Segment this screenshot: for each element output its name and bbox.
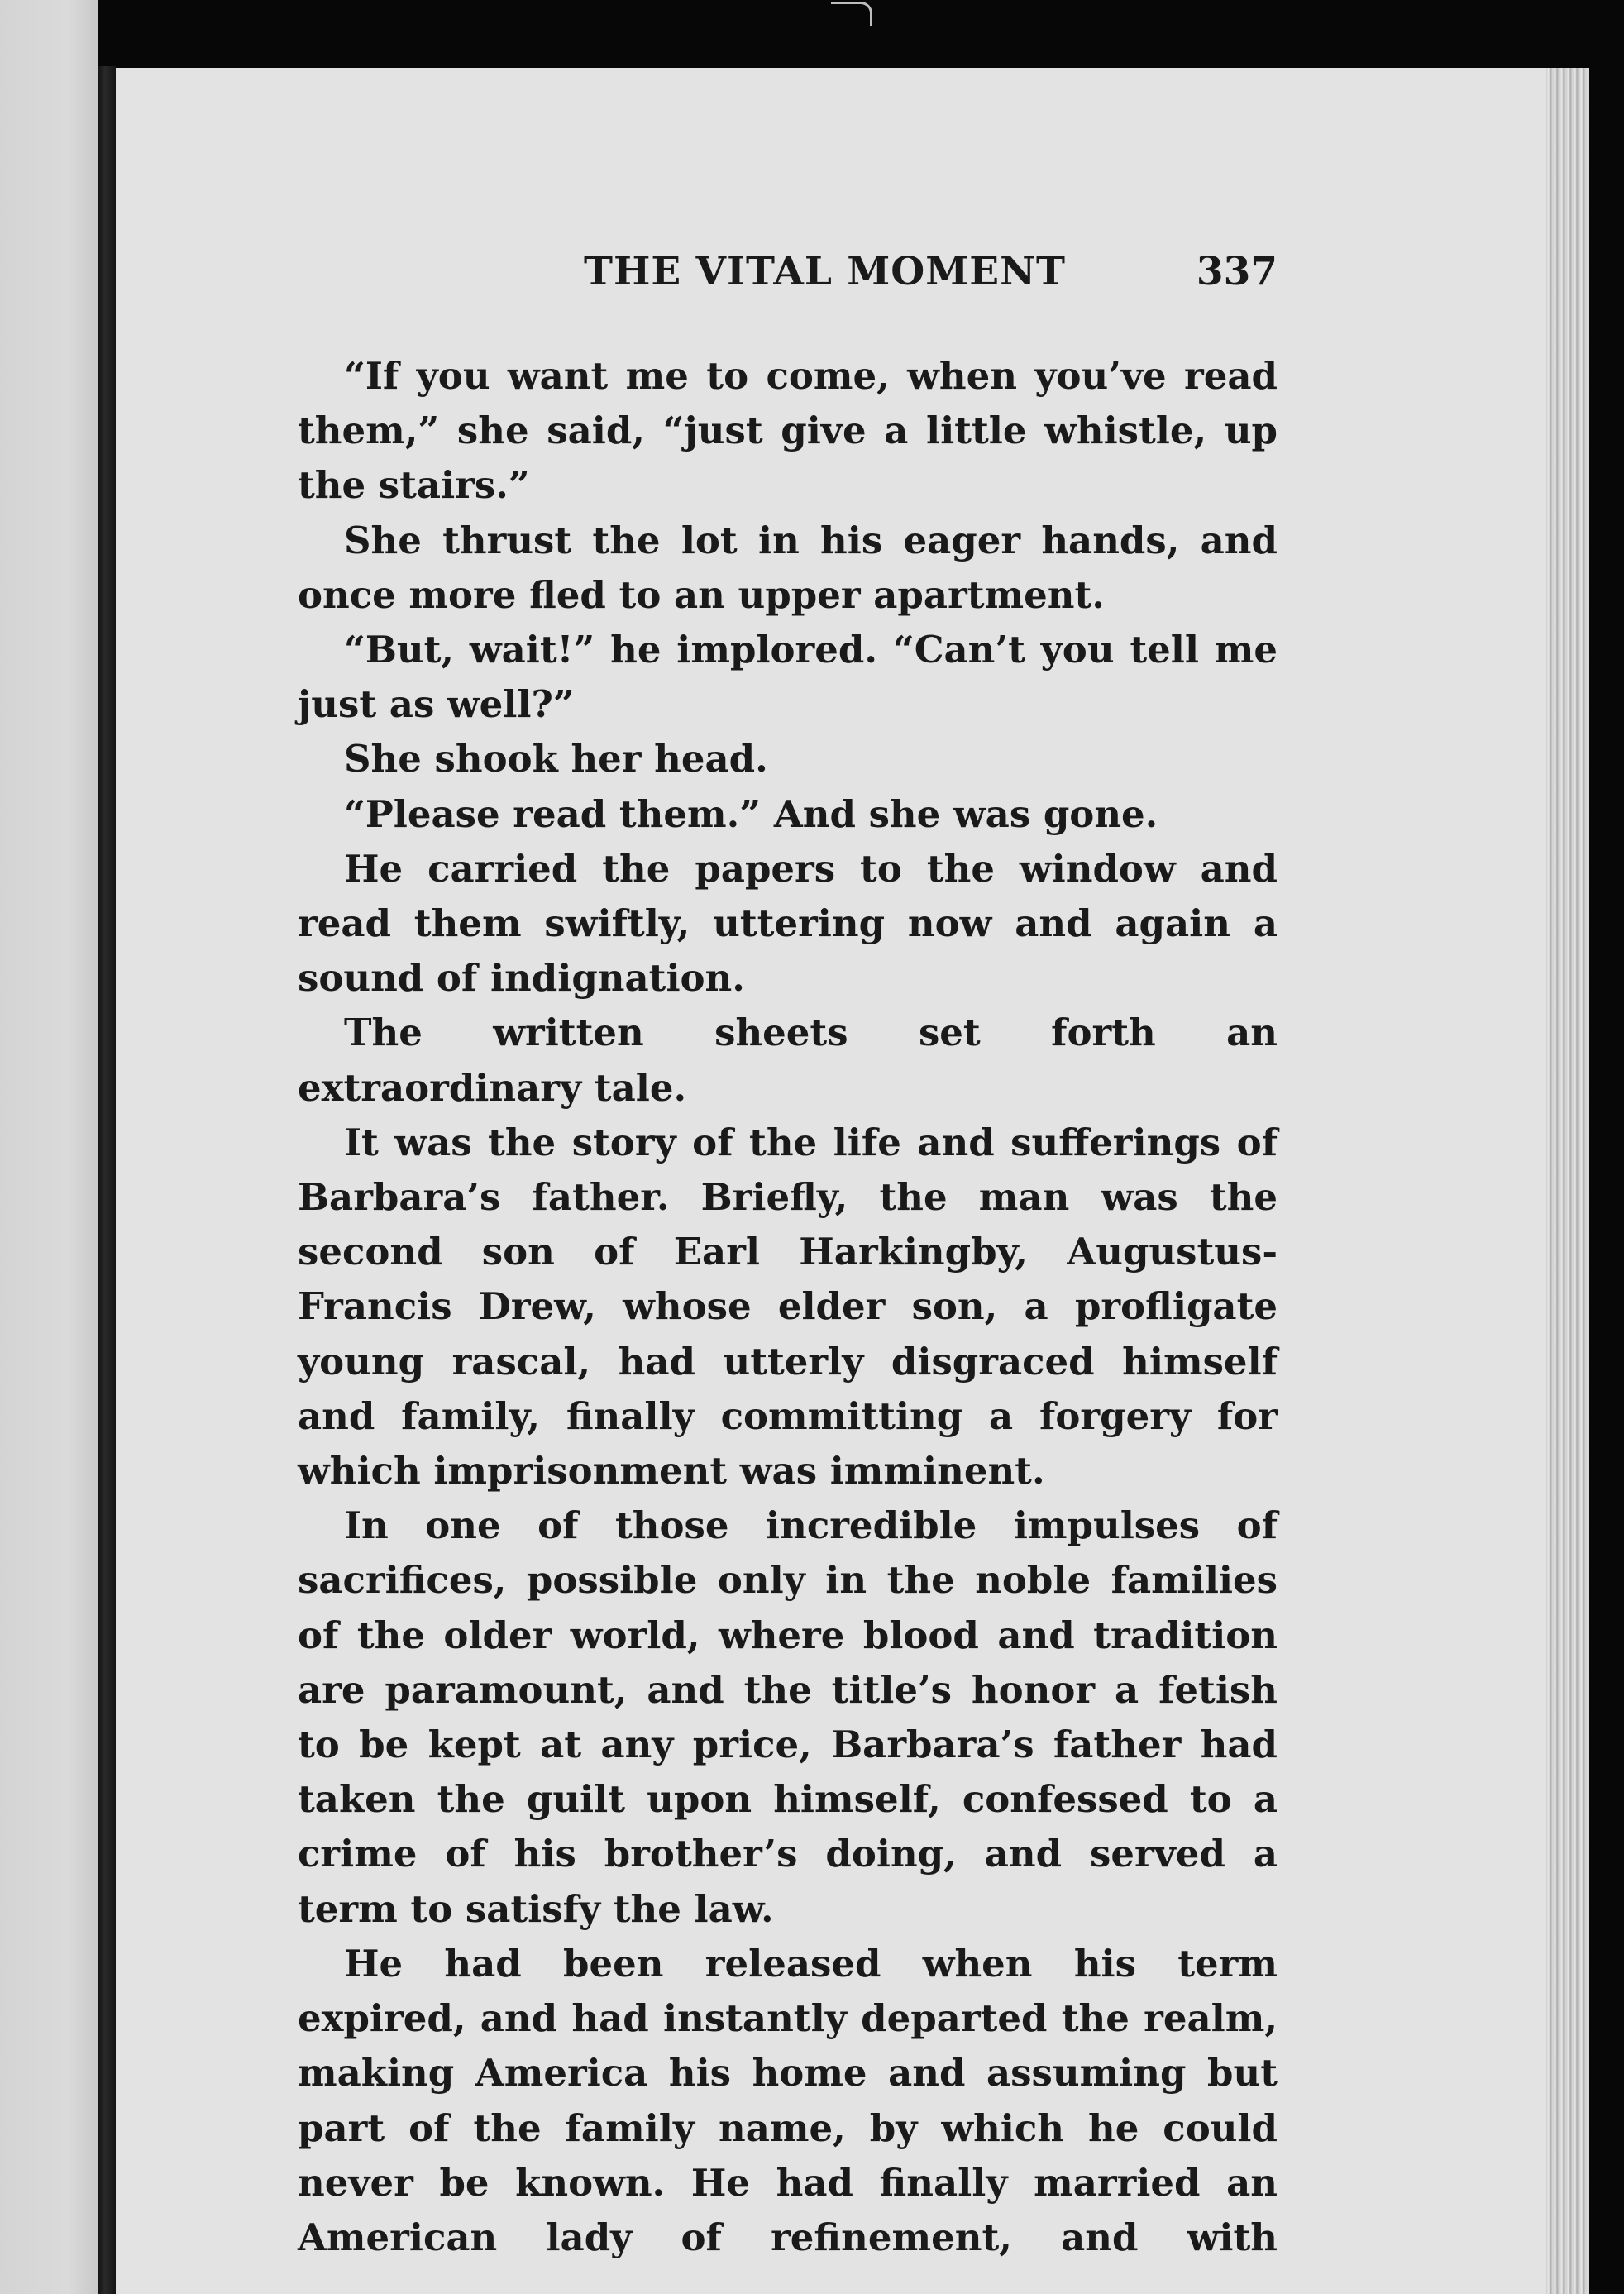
page-stack-edge [1546,68,1589,2294]
page-number: 337 [1196,249,1278,294]
paragraph: “But, wait!” he implored. “Can’t you tell me just as well?” [298,628,1278,727]
facing-page-edge [0,0,98,2294]
paragraph: She thrust the lot in his eager hands, and once more fled to an upper apartment. [298,518,1278,617]
paragraph: She shook her head. [344,737,768,781]
paragraph: He had been released when his term expired, and had instantly departed the realm, making America his home and assuming but part of the family name, by which he could never be known. He had finally married an American lady of refinement, and with [298,1941,1278,2259]
book-gutter [98,66,116,2294]
page-text [298,245,1278,2265]
running-head [298,245,1278,311]
paragraph: It was the story of the life and sufferings of Barbara’s father. Briefly, the man was the second son of Earl Harkingby, Augustus-Francis Drew, whose elder son, a profligate young rascal, had utterly disgraced himself and family, finally committing a forgery for which imprisonment was imminent. [298,1120,1278,1493]
paragraph: He carried the papers to the window and read them swiftly, uttering now and again a sound of indignation. [298,846,1278,1001]
binding-mark [831,2,872,26]
paragraph: In one of those incredible impulses of sacrifices, possible only in the noble families of the older world, where blood and tradition are paramount, and the title’s honor a fetish to be kept at any price, Barbara’s father had taken the guilt upon himself, confessed to a crime of his brother’s doing, and served a term to satisfy the law. [298,1503,1278,1931]
paragraph: The written sheets set forth an extraordinary tale. [298,1011,1278,1110]
scan-border-right [1589,50,1624,2294]
paragraph: “Please read them.” And she was gone. [344,791,1158,836]
running-head-title: THE VITAL MOMENT [583,249,1067,294]
paragraph: “If you want me to come, when you’ve read them,” she said, “just give a little whistle, up the stairs.” [298,354,1278,508]
